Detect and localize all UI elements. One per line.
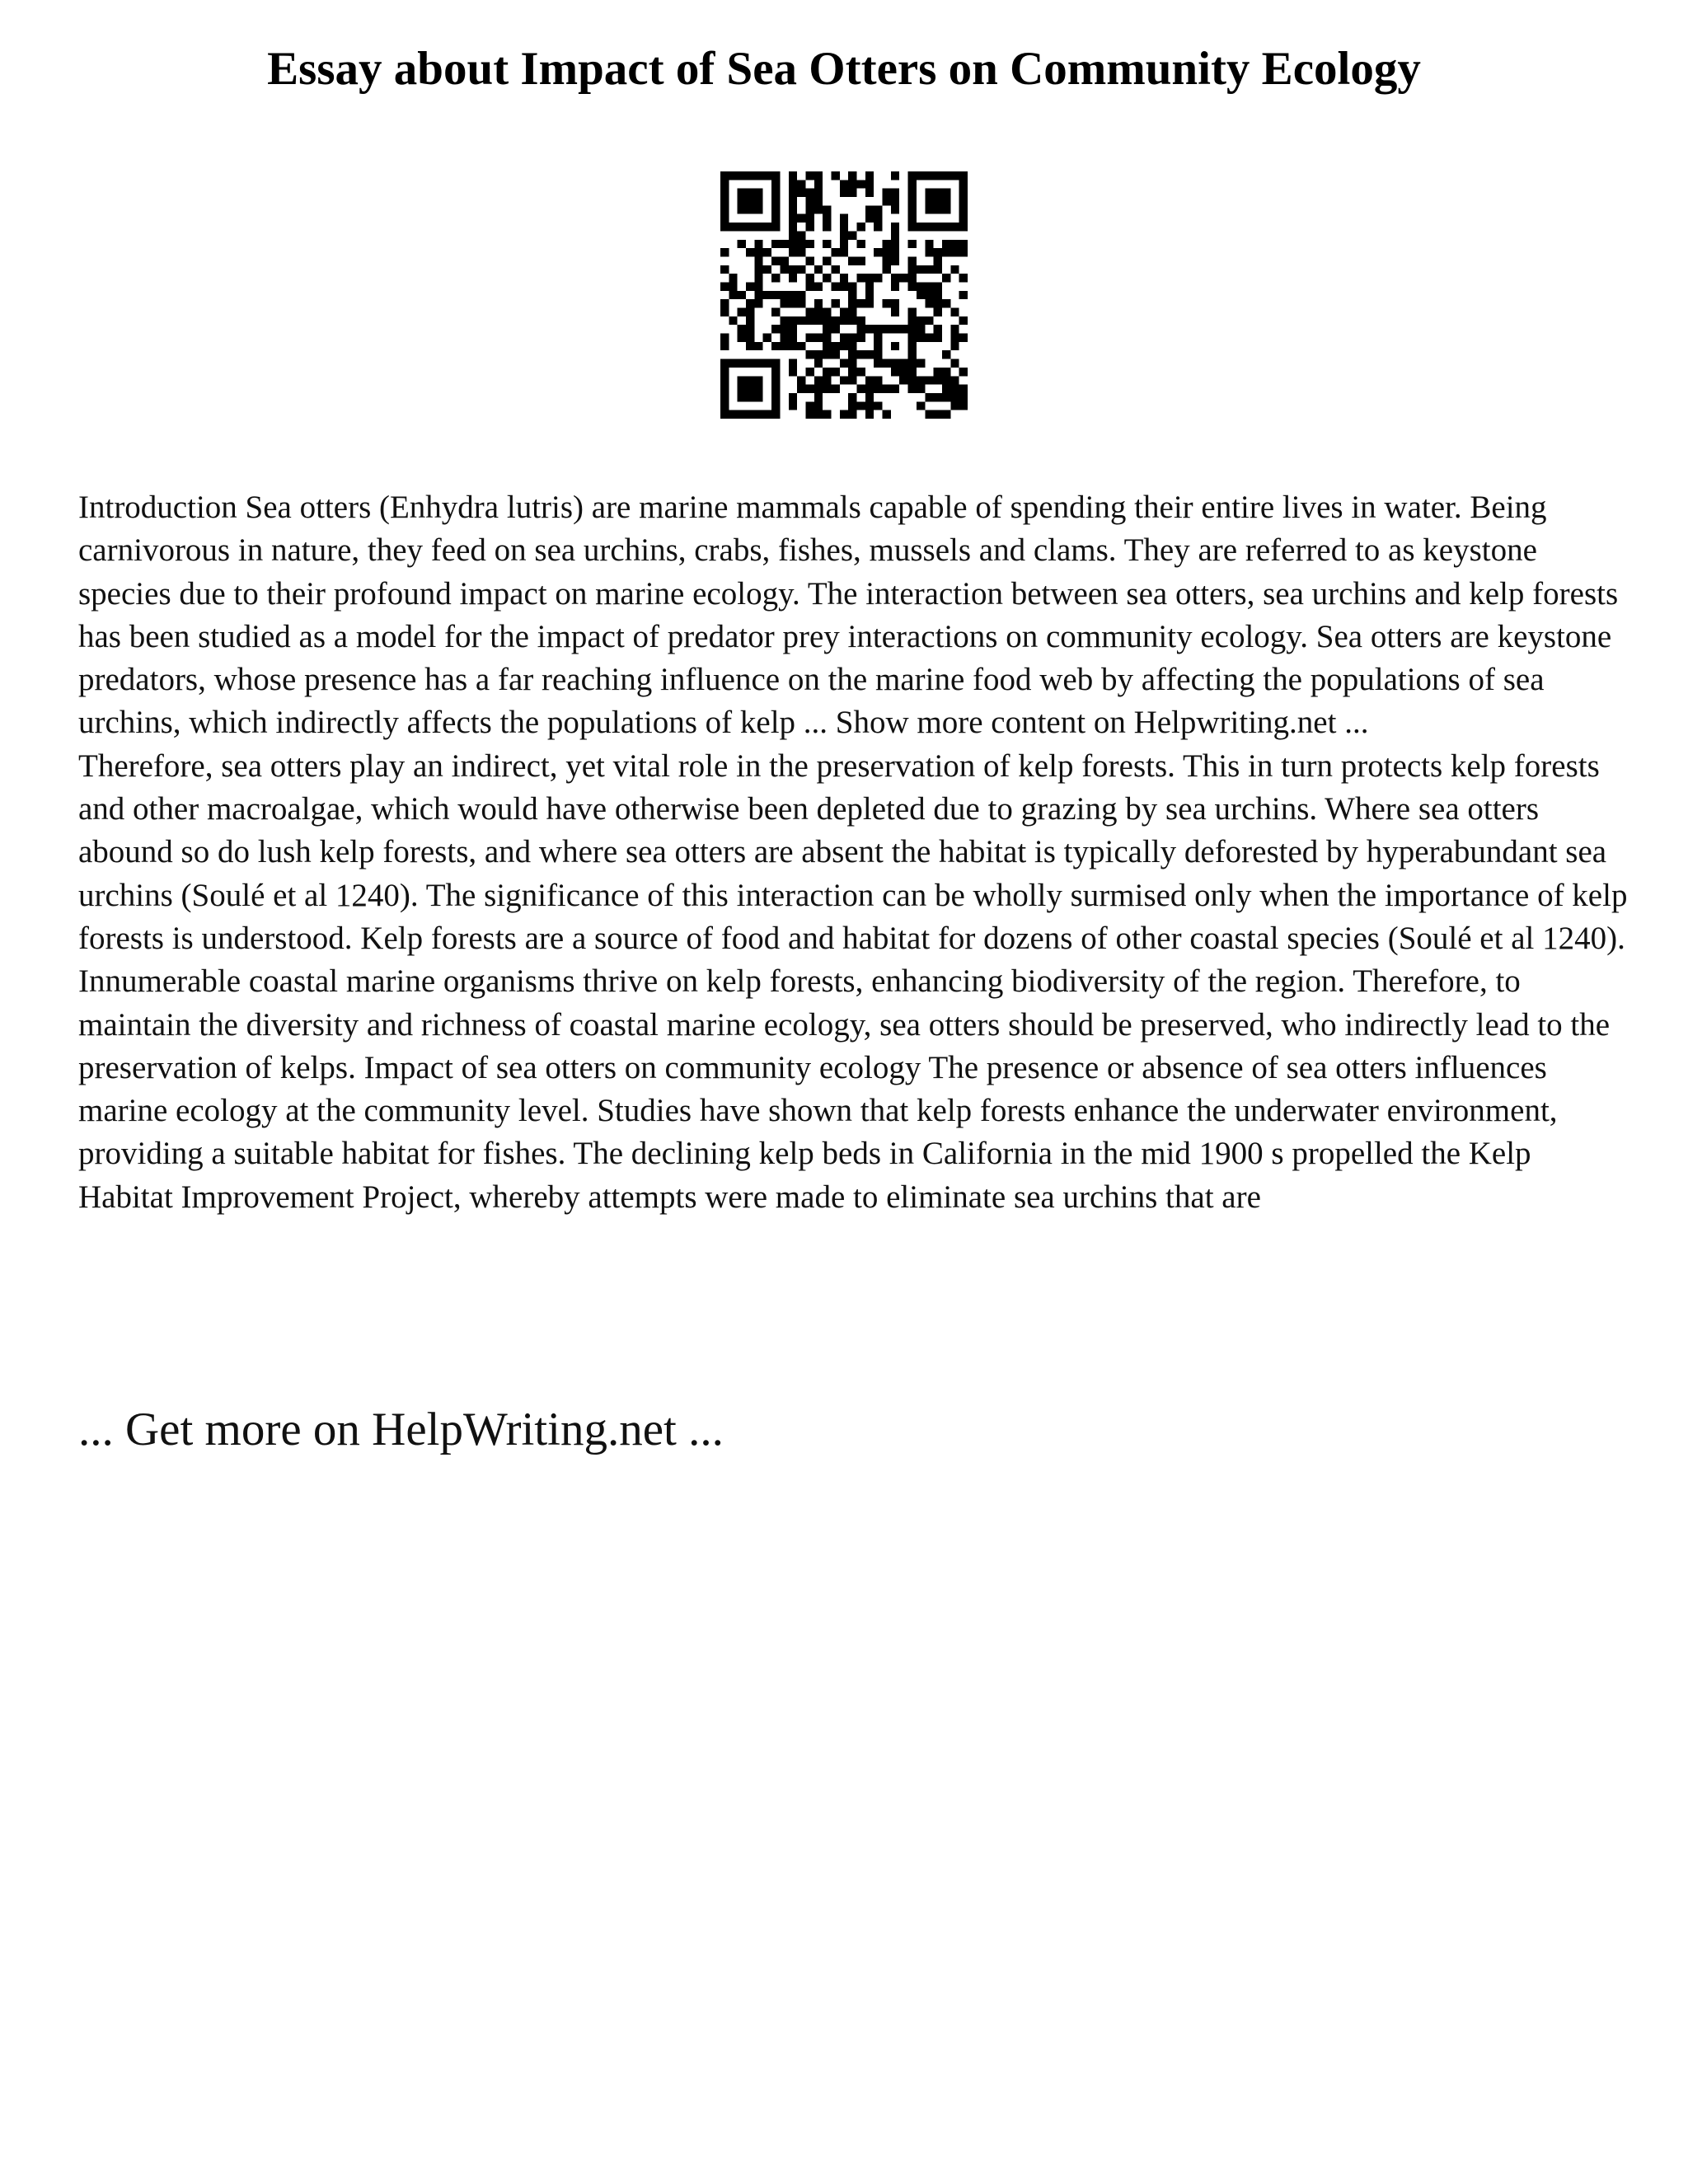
essay-paragraph-intro: Introduction Sea otters (Enhydra lutris) are marine mammals capable of spending their entire lives in water. Being carnivorous in nature, they feed on sea urchins, crabs, fishes, mussels and clams. They are referred to as keystone species due to their profound impact on marine ecology. The interaction between sea otters, sea urchins and kelp forests has been studied as a model for the impact of predator prey interactions on community ecology. Sea otters are keystone predators, whose presence has a far reaching influence on the marine food web by affecting the populations of sea urchins, which indirectly affects the populations of kelp ... Show more content on Helpwriting.net ...	[78, 490, 1619, 741]
essay-body	[78, 486, 1628, 1219]
page-title: Essay about Impact of Sea Otters on Community Ecology	[267, 43, 1421, 95]
essay-paragraph-continuation: Therefore, sea otters play an indirect, yet vital role in the preservation of kelp forests. This in turn protects kelp forests and other macroalgae, which would have otherwise been depleted due to grazing by sea urchins. Where sea otters abound so do lush kelp forests, and where sea otters are absent the habitat is typically deforested by hyperabundant sea urchins (Soulé et al 1240). The significance of this interaction can be wholly surmised only when the importance of kelp forests is understood. Kelp forests are a source of food and habitat for dozens of other coastal species (Soulé et al 1240). Innumerable coastal marine organisms thrive on kelp forests, enhancing biodiversity of the region. Therefore, to maintain the diversity and richness of coastal marine ecology, sea otters should be preserved, who indirectly lead to the preservation of kelps. Impact of sea otters on community ecology The presence or absence of sea otters influences marine ecology at the community level. Studies have shown that kelp forests enhance the underwater environment, providing a suitable habitat for fishes. The declining kelp beds in California in the mid 1900 s propelled the Kelp Habitat Improvement Project, whereby attempts were made to eliminate sea urchins that are	[78, 748, 1628, 1215]
get-more-link[interactable]: ... Get more on HelpWriting.net ...	[78, 1404, 724, 1455]
qr-code-icon	[720, 171, 968, 419]
